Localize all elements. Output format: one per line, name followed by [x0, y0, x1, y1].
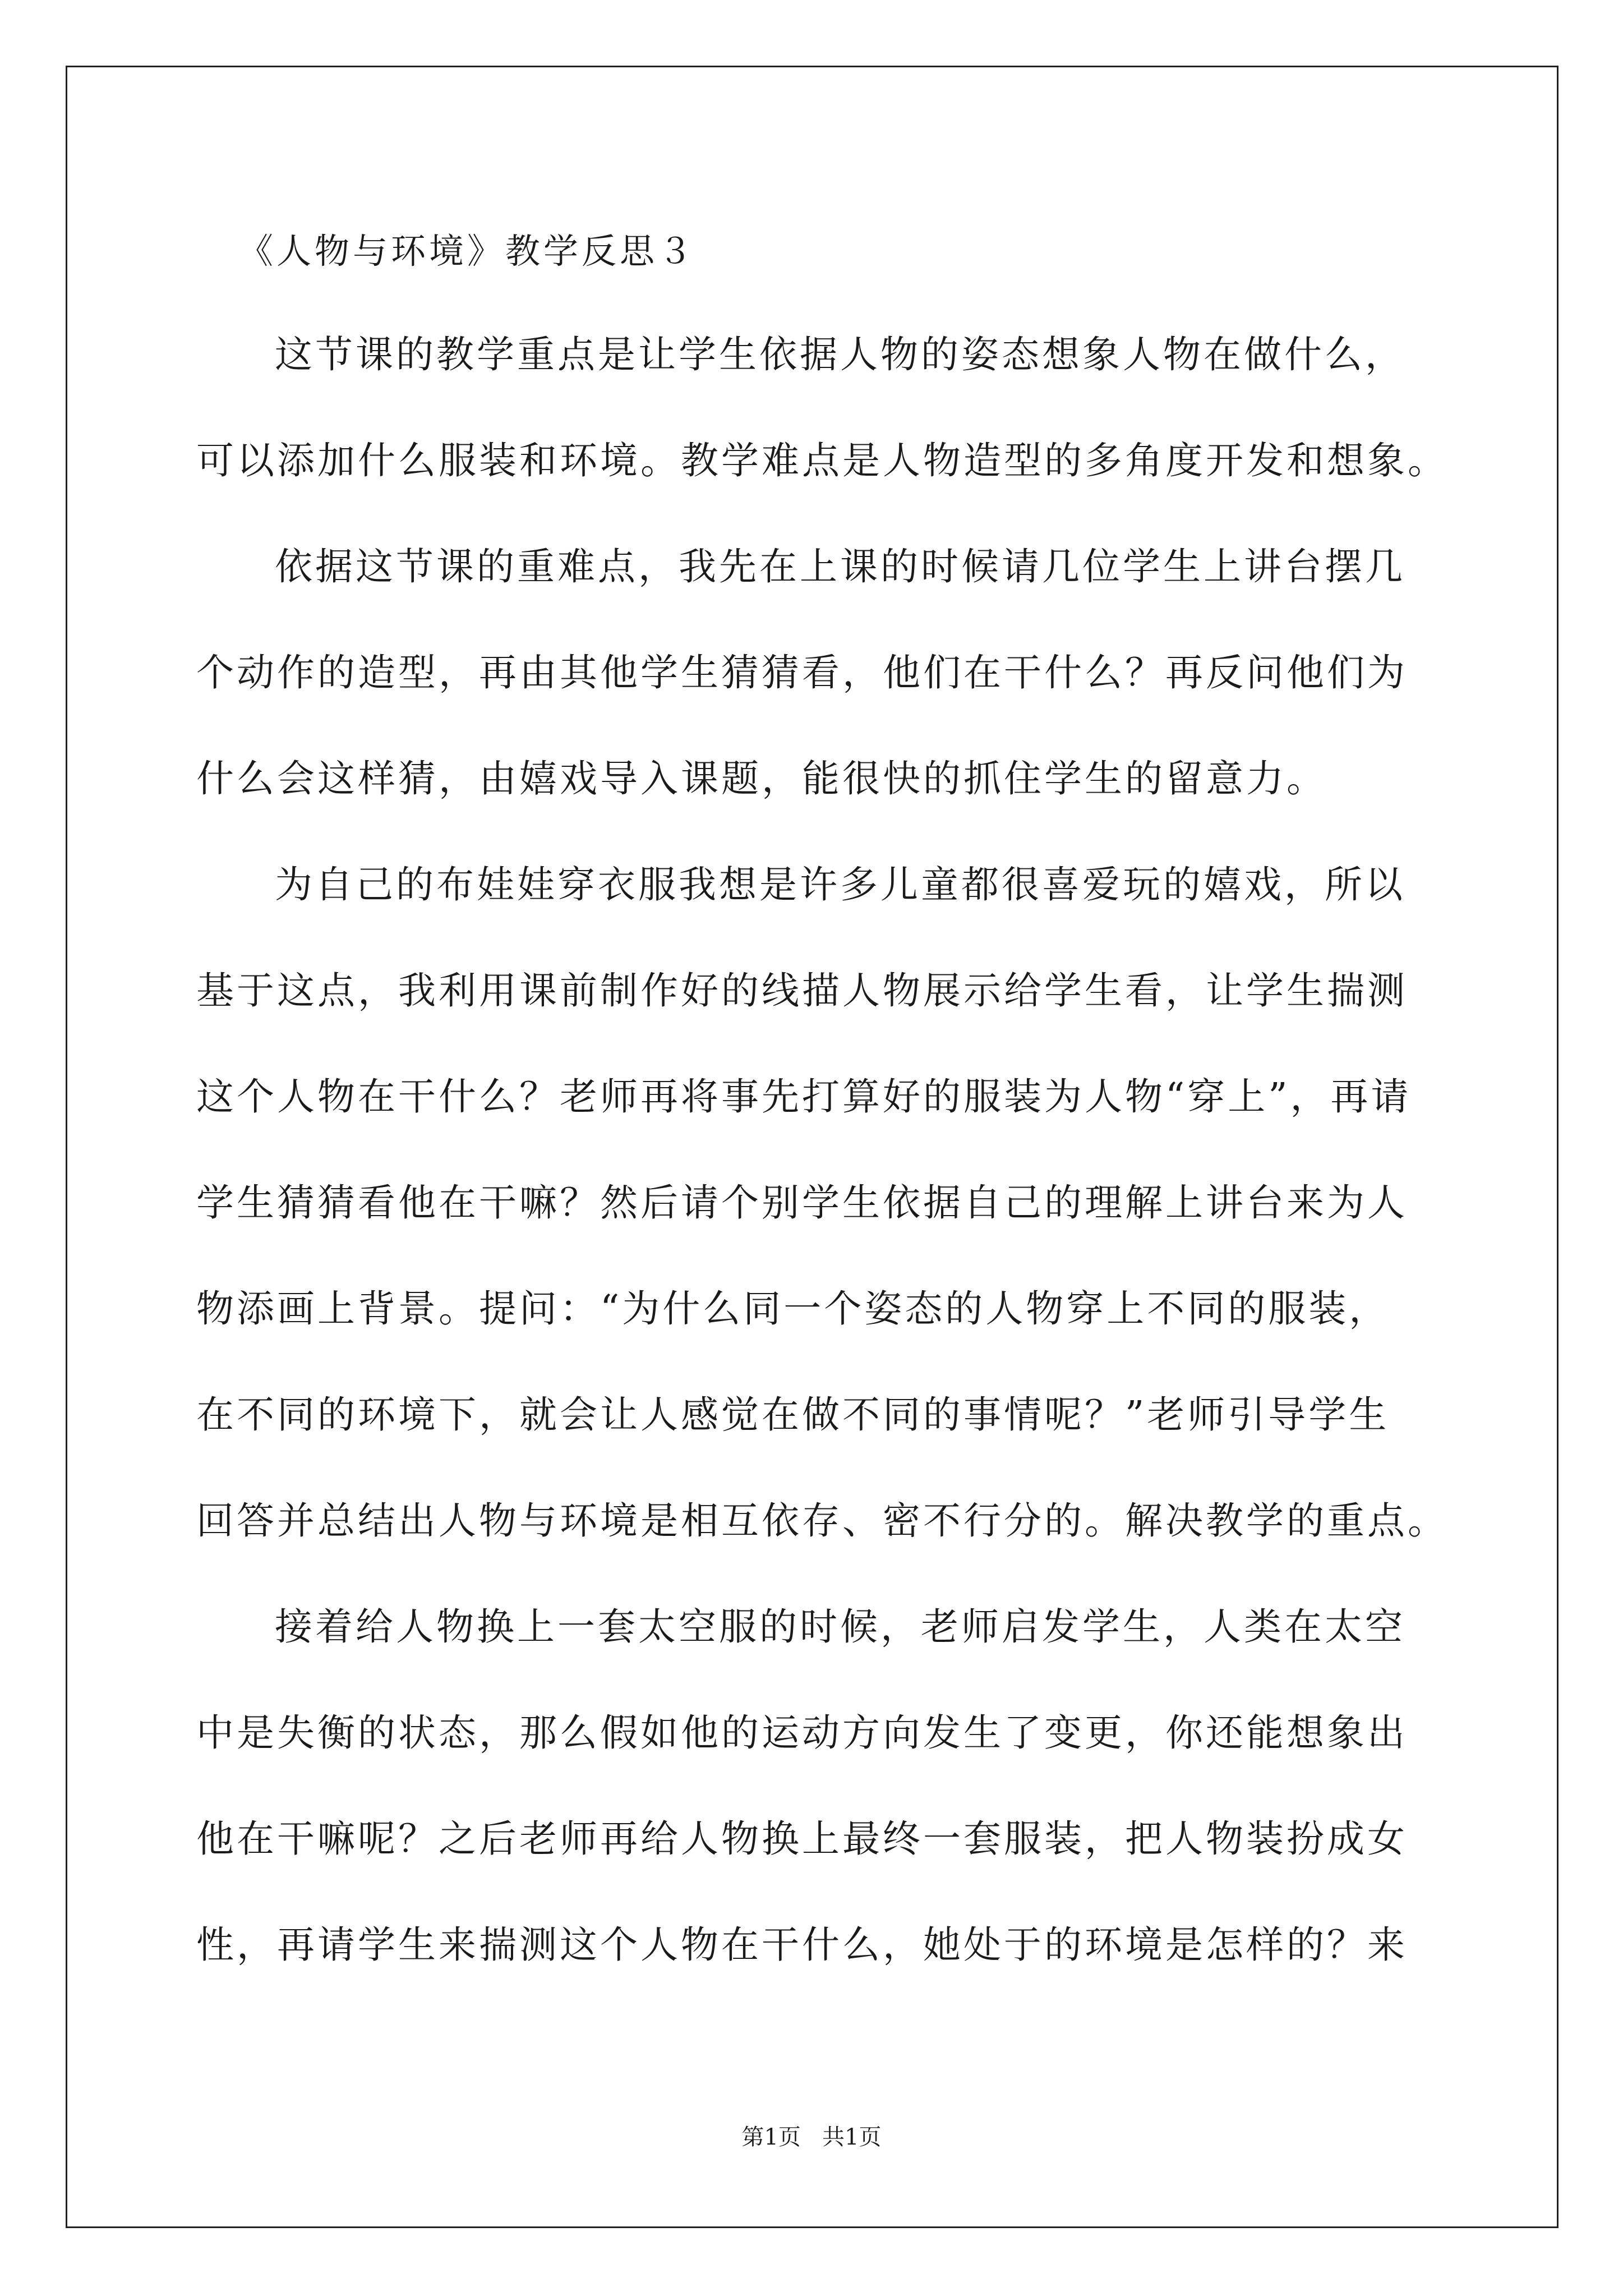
paragraph-4-line-1: 接着给人物换上一套太空服的时候，老师启发学生，人类在太空 [275, 1605, 1405, 1649]
document-title: 《人物与环境》教学反思３ [238, 231, 697, 272]
paragraph-2-line-1: 依据这节课的重难点，我先在上课的时候请几位学生上讲台摆几 [275, 545, 1405, 588]
paragraph-2-line-3: 什么会这样猜，由嬉戏导入课题，能很快的抓住学生的留意力。 [196, 757, 1327, 800]
document-body [196, 302, 1448, 1998]
paragraph-1-line-2: 可以添加什么服装和环境。教学难点是人物造型的多角度开发和想象。 [196, 439, 1448, 482]
paragraph-3-line-2: 基于这点，我利用课前制作好的线描人物展示给学生看，让学生揣测 [196, 969, 1408, 1013]
page-number-footer: 第1页 共1页 [741, 2124, 882, 2150]
paragraph-3-line-1: 为自己的布娃娃穿衣服我想是许多儿童都很喜爱玩的嬉戏，所以 [275, 863, 1405, 907]
paragraph-3-line-3: 这个人物在干什么？老师再将事先打算好的服装为人物“穿上”，再请 [196, 1075, 1412, 1119]
paragraph-3-line-6: 在不同的环境下，就会让人感觉在做不同的事情呢？”老师引导学生 [196, 1393, 1390, 1437]
paragraph-4-line-2: 中是失衡的状态，那么假如他的运动方向发生了变更，你还能想象出 [196, 1711, 1408, 1755]
paragraph-3-line-5: 物添画上背景。提问：“为什么同一个姿态的人物穿上不同的服装， [196, 1287, 1390, 1331]
paragraph-1-line-1: 这节课的教学重点是让学生依据人物的姿态想象人物在做什么， [275, 333, 1405, 376]
paragraph-2-line-2: 个动作的造型，再由其他学生猜猜看，他们在干什么？再反问他们为 [196, 651, 1408, 694]
paragraph-4-line-4: 性，再请学生来揣测这个人物在干什么，她处于的环境是怎样的？来 [196, 1923, 1408, 1967]
paragraph-3-line-7: 回答并总结出人物与环境是相互依存、密不行分的。解决教学的重点。 [196, 1499, 1448, 1543]
paragraph-4-line-3: 他在干嘛呢？之后老师再给人物换上最终一套服装，把人物装扮成女 [196, 1817, 1408, 1861]
paragraph-3-line-4: 学生猜猜看他在干嘛？然后请个别学生依据自己的理解上讲台来为人 [196, 1181, 1408, 1225]
